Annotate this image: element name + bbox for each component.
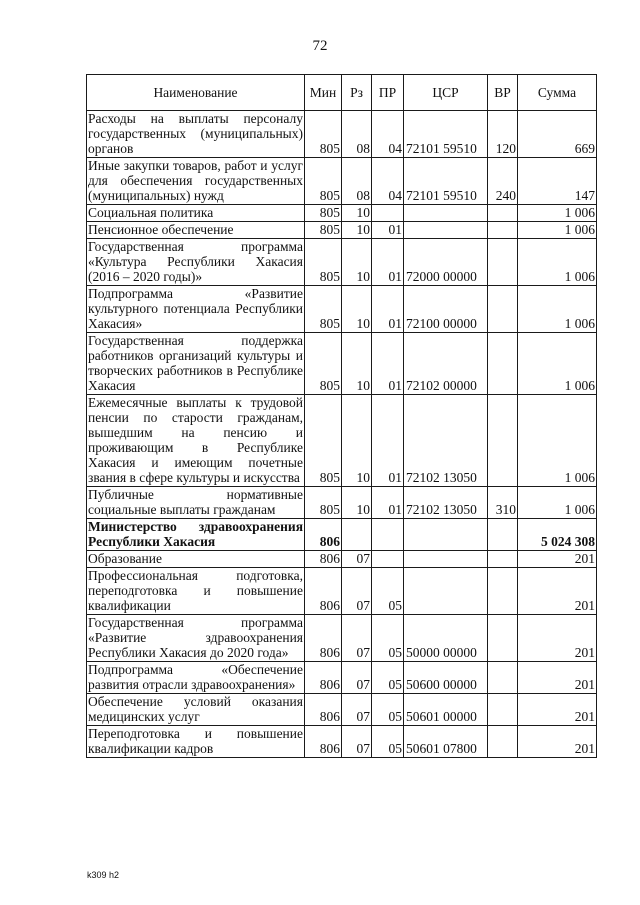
cell-name: Иные закупки товаров, работ и услуг для обеспечения государственных (муниципальных) нужд — [88, 158, 303, 203]
cell-csr: 72102 13050 — [404, 395, 488, 487]
table-row — [87, 551, 597, 568]
table-row — [87, 519, 597, 551]
cell-name: Обеспечение условий оказания медицинских услуг — [88, 694, 303, 724]
cell-pr: 04 — [372, 111, 404, 158]
cell-sum: 201 — [518, 662, 597, 694]
header-min: Мин — [305, 75, 342, 111]
cell-sum: 669 — [518, 111, 597, 158]
budget-table — [86, 74, 597, 758]
cell-min: 806 — [305, 662, 342, 694]
cell-min: 805 — [305, 239, 342, 286]
cell-pr: 05 — [372, 568, 404, 615]
cell-sum: 201 — [518, 551, 597, 568]
cell-name: Социальная политика — [87, 205, 305, 222]
cell-vr — [488, 205, 518, 222]
cell-vr — [488, 568, 518, 615]
cell-name: Министерство здравоохранения Республики Хакасия — [88, 519, 303, 549]
cell-name: Государственная программа «Культура Республики Хакасия (2016 – 2020 годы)» — [88, 239, 303, 284]
cell-rz: 07 — [342, 694, 372, 726]
cell-name: Государственная программа «Развитие здравоохранения Республики Хакасия до 2020 года» — [88, 615, 303, 660]
cell-rz: 10 — [342, 286, 372, 333]
cell-name: Подпрограмма «Обеспечение развития отрасли здравоохранения» — [88, 662, 303, 692]
cell-vr — [488, 694, 518, 726]
cell-name: Подпрограмма «Развитие культурного потенциала Республики Хакасия» — [88, 286, 303, 331]
cell-pr: 05 — [372, 662, 404, 694]
cell-rz: 07 — [342, 551, 372, 568]
page-number: 72 — [312, 38, 328, 54]
cell-csr: 72101 59510 — [404, 111, 488, 158]
cell-min: 806 — [305, 519, 342, 551]
table-body — [87, 111, 597, 758]
cell-rz: 07 — [342, 615, 372, 662]
cell-min: 805 — [305, 111, 342, 158]
cell-sum: 1 006 — [518, 286, 597, 333]
table-row — [87, 333, 597, 395]
table-row — [87, 158, 597, 205]
cell-pr: 05 — [372, 615, 404, 662]
cell-csr: 72100 00000 — [404, 286, 488, 333]
cell-sum: 1 006 — [518, 222, 597, 239]
cell-sum: 201 — [518, 726, 597, 758]
cell-sum: 201 — [518, 694, 597, 726]
cell-pr: 05 — [372, 726, 404, 758]
cell-rz: 07 — [342, 568, 372, 615]
cell-vr — [488, 222, 518, 239]
cell-min: 806 — [305, 694, 342, 726]
cell-csr — [404, 205, 488, 222]
cell-vr — [488, 551, 518, 568]
cell-sum: 1 006 — [518, 487, 597, 519]
cell-sum: 147 — [518, 158, 597, 205]
cell-vr — [488, 519, 518, 551]
cell-min: 805 — [305, 158, 342, 205]
table-row — [87, 615, 597, 662]
cell-vr — [488, 333, 518, 395]
table-row — [87, 111, 597, 158]
table-row — [87, 239, 597, 286]
cell-pr: 01 — [372, 286, 404, 333]
cell-csr: 72101 59510 — [404, 158, 488, 205]
cell-rz: 10 — [342, 333, 372, 395]
cell-csr: 72000 00000 — [404, 239, 488, 286]
cell-vr — [488, 726, 518, 758]
cell-vr — [488, 239, 518, 286]
cell-name: Переподготовка и повышение квалификации кадров — [88, 726, 303, 756]
cell-name: Публичные нормативные социальные выплаты гражданам — [88, 487, 303, 517]
cell-vr: 310 — [488, 487, 518, 519]
cell-rz: 10 — [342, 222, 372, 239]
cell-min: 805 — [305, 222, 342, 239]
cell-vr: 120 — [488, 111, 518, 158]
header-rz: Рз — [342, 75, 372, 111]
cell-pr: 01 — [372, 395, 404, 487]
table-row — [87, 222, 597, 239]
cell-pr: 04 — [372, 158, 404, 205]
cell-rz: 08 — [342, 158, 372, 205]
cell-vr — [488, 286, 518, 333]
cell-pr — [372, 551, 404, 568]
table-row — [87, 395, 597, 487]
cell-pr: 01 — [372, 333, 404, 395]
table-row — [87, 205, 597, 222]
cell-min: 806 — [305, 615, 342, 662]
footer-code: k309 h2 — [87, 870, 120, 880]
cell-csr: 50000 00000 — [404, 615, 488, 662]
cell-min: 806 — [305, 568, 342, 615]
cell-min: 806 — [305, 726, 342, 758]
cell-pr — [372, 205, 404, 222]
cell-min: 805 — [305, 333, 342, 395]
cell-csr: 72102 00000 — [404, 333, 488, 395]
cell-min: 805 — [305, 286, 342, 333]
cell-sum: 5 024 308 — [518, 519, 597, 551]
cell-name: Профессиональная подготовка, переподготовка и повышение квалификации — [88, 568, 303, 613]
header-name: Наименование — [87, 75, 305, 111]
table-row — [87, 726, 597, 758]
cell-csr: 72102 13050 — [404, 487, 488, 519]
cell-csr: 50601 00000 — [404, 694, 488, 726]
cell-vr — [488, 662, 518, 694]
cell-pr: 01 — [372, 239, 404, 286]
cell-vr: 240 — [488, 158, 518, 205]
cell-pr: 01 — [372, 222, 404, 239]
cell-sum: 201 — [518, 568, 597, 615]
cell-rz: 10 — [342, 395, 372, 487]
cell-min: 805 — [305, 205, 342, 222]
cell-rz — [342, 519, 372, 551]
cell-rz: 10 — [342, 239, 372, 286]
cell-rz: 10 — [342, 205, 372, 222]
cell-name: Образование — [87, 551, 305, 568]
cell-csr: 50601 07800 — [404, 726, 488, 758]
cell-csr — [404, 222, 488, 239]
cell-min: 805 — [305, 395, 342, 487]
cell-csr — [404, 519, 488, 551]
cell-name: Пенсионное обеспечение — [87, 222, 305, 239]
header-csr: ЦСР — [404, 75, 488, 111]
cell-pr: 01 — [372, 487, 404, 519]
table-row — [87, 694, 597, 726]
cell-name: Ежемесячные выплаты к трудовой пенсии по старости гражданам, вышедшим на пенсию и проживающим в Республике Хакасия и имеющим почетные звания в сфере культуры и искусства — [88, 395, 303, 485]
cell-name: Расходы на выплаты персоналу государственных (муниципальных) органов — [88, 111, 303, 156]
table-row — [87, 286, 597, 333]
cell-vr — [488, 395, 518, 487]
cell-csr — [404, 551, 488, 568]
header-sum: Сумма — [518, 75, 597, 111]
table-row — [87, 662, 597, 694]
cell-rz: 07 — [342, 726, 372, 758]
cell-sum: 1 006 — [518, 205, 597, 222]
cell-pr: 05 — [372, 694, 404, 726]
cell-sum: 1 006 — [518, 395, 597, 487]
cell-min: 806 — [305, 551, 342, 568]
cell-sum: 1 006 — [518, 333, 597, 395]
cell-rz: 07 — [342, 662, 372, 694]
cell-rz: 08 — [342, 111, 372, 158]
cell-name: Государственная поддержка работников организаций культуры и творческих работников в Республике Хакасия — [88, 333, 303, 393]
cell-csr: 50600 00000 — [404, 662, 488, 694]
cell-sum: 1 006 — [518, 239, 597, 286]
header-pr: ПР — [372, 75, 404, 111]
header-vr: ВР — [488, 75, 518, 111]
cell-sum: 201 — [518, 615, 597, 662]
cell-csr — [404, 568, 488, 615]
cell-rz: 10 — [342, 487, 372, 519]
table-header-row — [87, 75, 597, 111]
cell-pr — [372, 519, 404, 551]
cell-min: 805 — [305, 487, 342, 519]
cell-vr — [488, 615, 518, 662]
table-row — [87, 487, 597, 519]
table-row — [87, 568, 597, 615]
